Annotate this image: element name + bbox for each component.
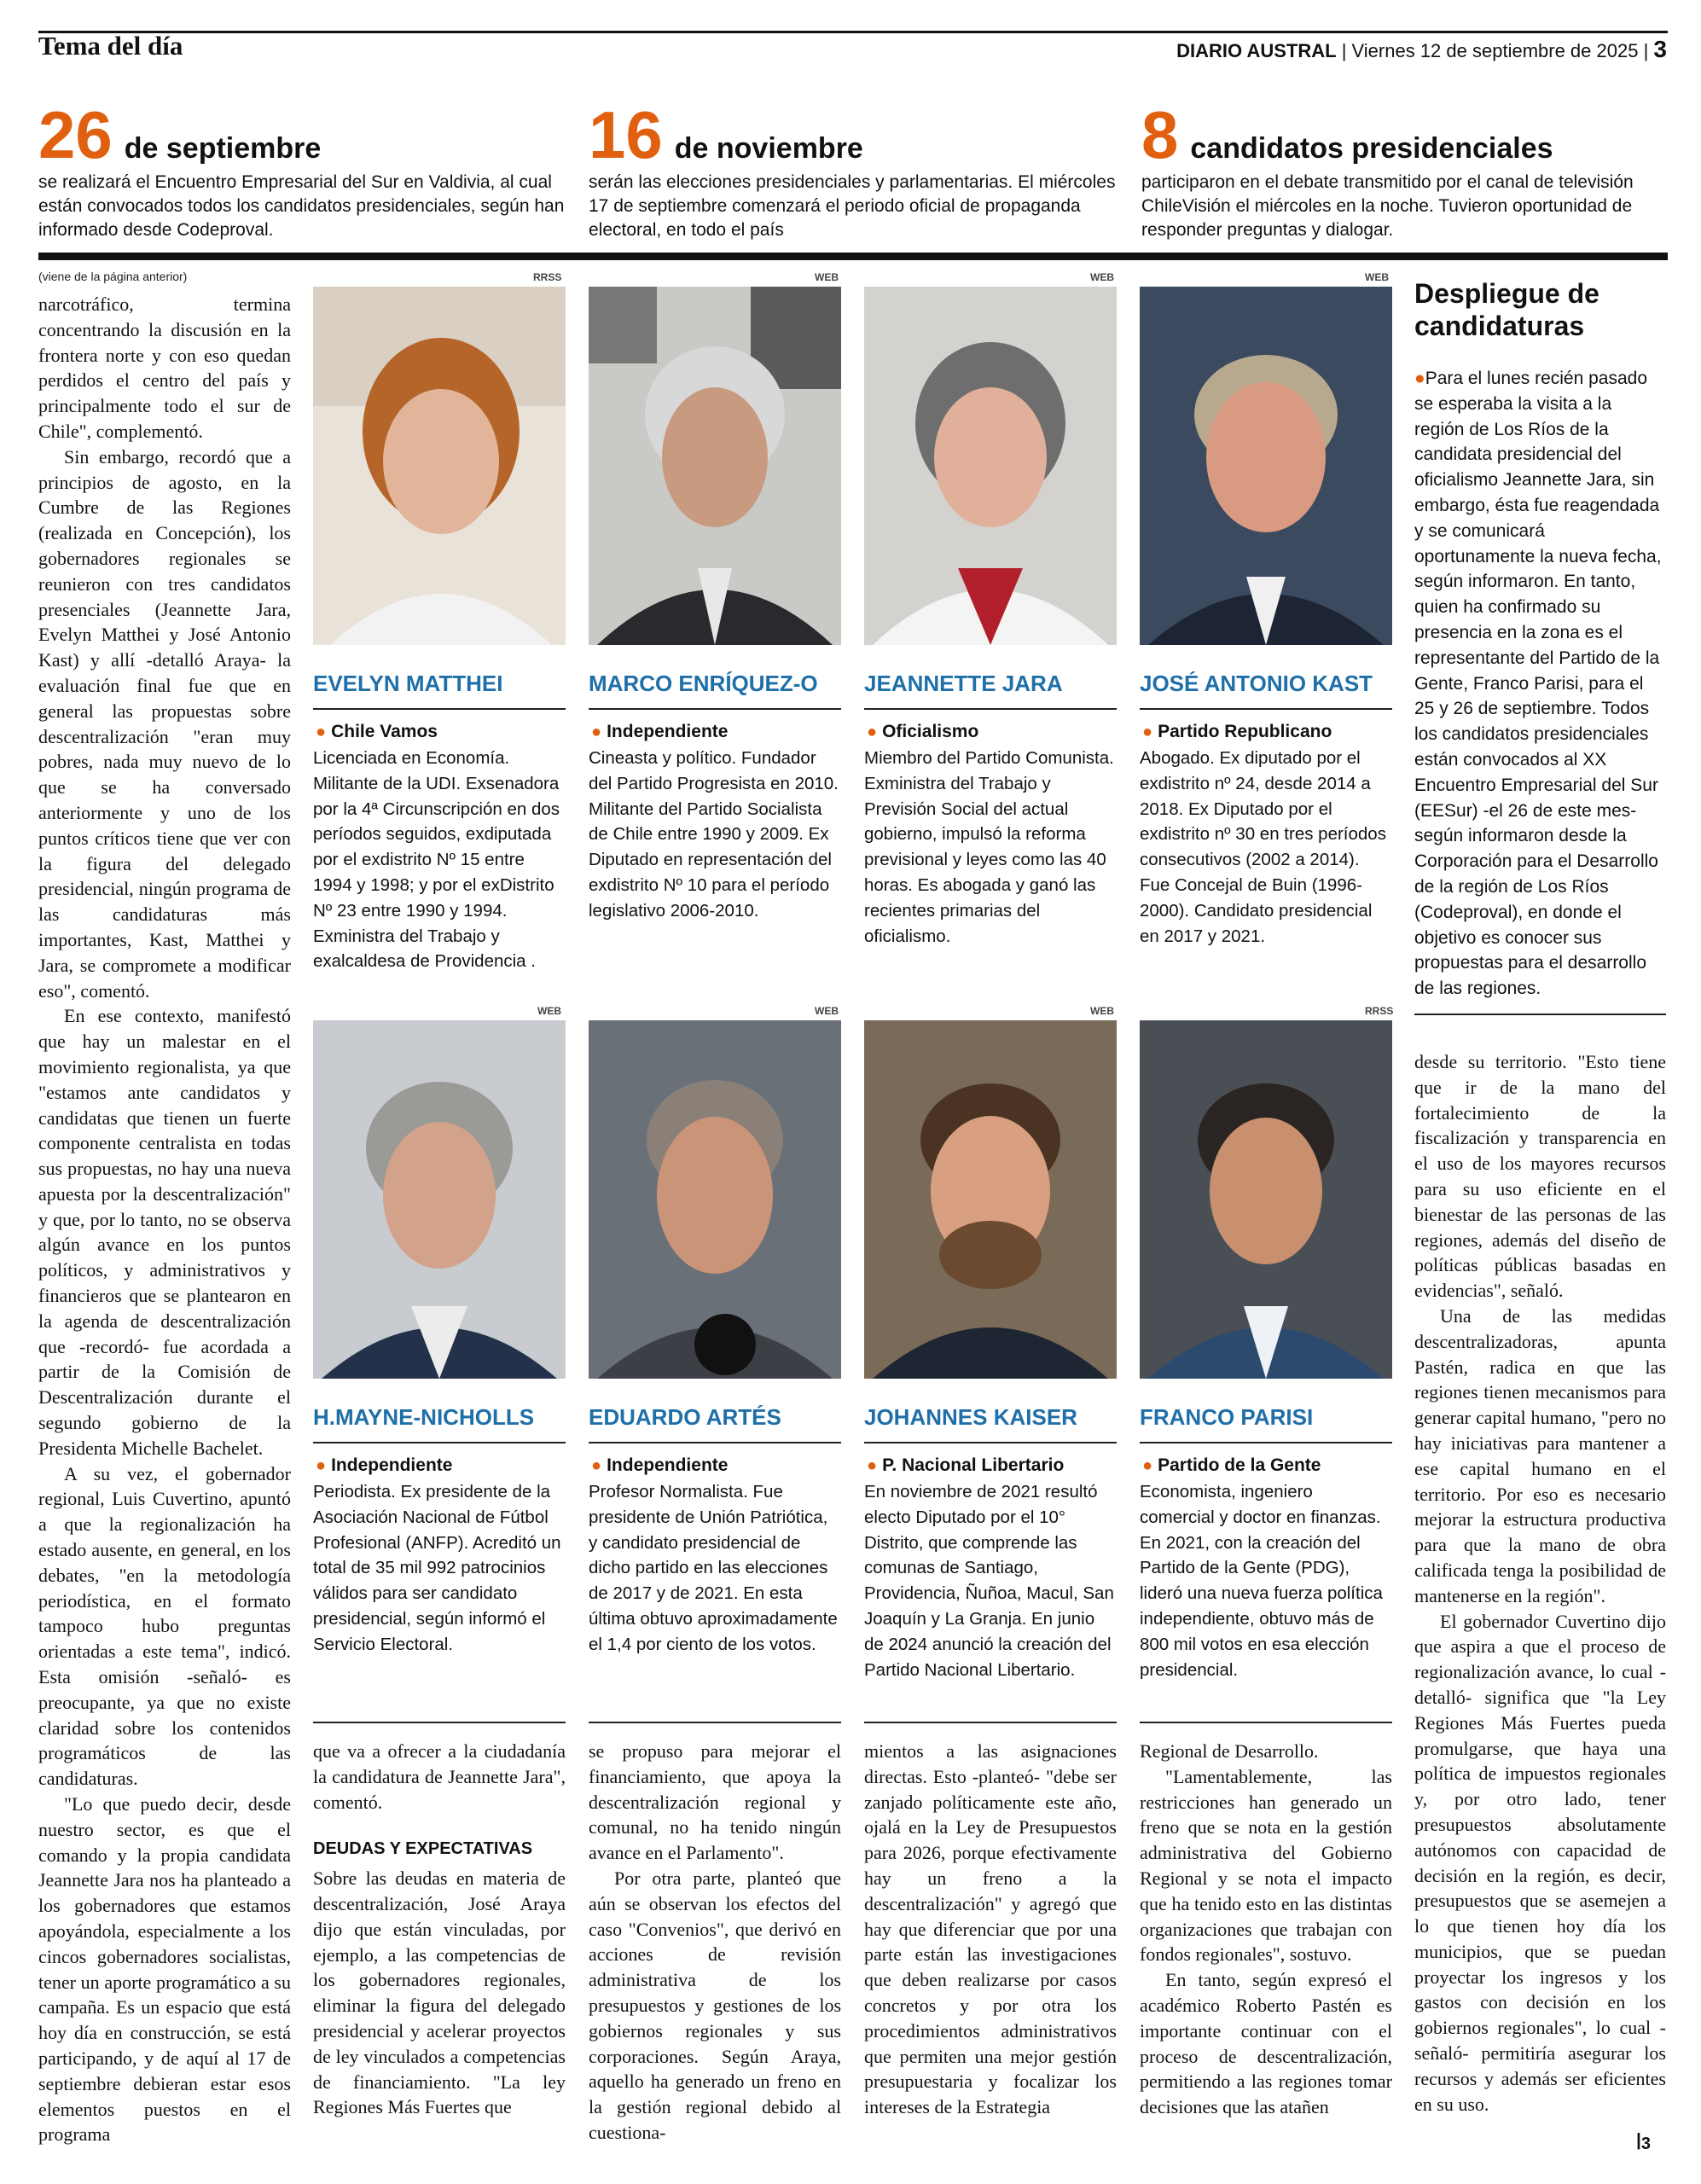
page-number: 3 (1653, 36, 1667, 62)
paragraph: Regional de Desarrollo. (1140, 1740, 1319, 1762)
fact-box (1141, 97, 1670, 242)
fact-label: de septiembre (124, 132, 322, 165)
photo-credit: WEB (1365, 271, 1389, 283)
continued-note: (viene de la página anterior) (38, 270, 188, 283)
candidate-name: JOSÉ ANTONIO KAST (1140, 671, 1373, 696)
paragraph: Una de las medidas descentralizadoras, apunta Pastén, radica en que las regiones tienen mecanismos para generar capital humano, "pero no hay iniciativas para mantener a ese capital humano en el territorio. Por eso es necesario mejorar la estructura productiva para que la mano de obra calificada tenga la posibilidad de mantenerse en la región". (1414, 1304, 1666, 1606)
fact-number: 26 (38, 97, 113, 172)
photo-credit: WEB (815, 271, 839, 283)
photo-credit: RRSS (533, 271, 562, 283)
fact-label: candidatos presidenciales (1190, 132, 1553, 165)
fact-number: 8 (1141, 97, 1179, 172)
candidate-bio: Abogado. Ex diputado por el exdistrito nº 24, desde 2014 a 2018. Ex Diputado por el exdistrito nº 30 en tres períodos consecutivos (2002 a 2014). Fue Concejal de Buin (1996-2000). Candidato presidencial en 2017 y 2021. (1140, 748, 1386, 946)
sidebar-text: ●Para el lunes recién pasado se esperaba la visita a la región de Los Ríos de la candidata presidencial del oficialismo Jeannette Jara, sin embargo, ésta fue reagendada y se comunicará oportunamente la nueva fecha, según informaron. En tanto, quien ha confirmado su presencia en la zona es el representante del Partido de la Gente, Franco Parisi, para el 25 y 26 de septiembre. Todos los candidatos presidenciales están convocados al XX Encuentro Empresarial del Sur (EESur) -el 26 de este mes- según informaron desde la Corporación para el Desarrollo de la región de Los Ríos (Codeproval), en donde el objetivo es conocer sus propuestas para el desarrollo de las regiones. (1414, 369, 1662, 999)
paragraph: "Lo que puedo decir, desde nuestro sector, es que el comando y la propia candidata Jeannette Jara nos ha planteado a los gobernadores que estamos apoyándola, especialmente a los cincos gobernadores socialistas, tener un aporte programático a su campaña. Es un espacio que está hoy día en construcción, se está participando, y de aquí al 17 de septiembre debieran estar esos elementos puestos en el programa (38, 1793, 291, 2146)
article-column-5 (1140, 1739, 1392, 2120)
candidate-party: ● Chile Vamos (316, 722, 438, 741)
candidate-party: ● Oficialismo (867, 722, 979, 741)
masthead (1176, 36, 1667, 63)
candidate-photo (313, 287, 566, 645)
candidate-name: JEANNETTE JARA (864, 671, 1063, 696)
candidate-party: ● Independiente (316, 1455, 453, 1475)
article-column-3 (589, 1739, 841, 2146)
divider (1414, 1014, 1666, 1015)
divider (589, 708, 841, 710)
candidate-photo (313, 1020, 566, 1379)
paragraph: mientos a las asignaciones directas. Esto -planteó- "debe ser zanjado políticamente este año, ojalá en la Ley de Presupuestos para 2026, porque efectivamente hay un freno a la descentralización" y agregó que hay que diferenciar que por una parte están las investigaciones que deben realizarse por casos concretos y por otra los procedimientos administrativos que permiten una mejor gestión presupuestaria y focalizar los intereses de la Estrategia (864, 1740, 1117, 2118)
paragraph: narcotráfico, termina concentrando la discusión en la frontera norte y con eso quedan perdidos el centro del país y principalmente todo el sur de Chile", complementó. (38, 293, 291, 442)
fact-text: se realizará el Encuentro Empresarial del Sur en Valdivia, al cual están convocados todos los candidatos presidenciales, según han informado desde Codeproval. (38, 172, 565, 240)
photo-credit: WEB (1090, 1005, 1114, 1017)
paragraph: El gobernador Cuvertino dijo que aspira a que el proceso de regionalización avance, lo cual -detalló- significa que "la Ley Regiones Más Fuertes pueda promulgarse, que haya una política de impuestos regionales y, por otro lado, tener presupuestos absolutamente autónomos con capacidad de decisión en la región, es decir, presupuestos que se asemejen a lo que tienen hoy día los municipios, que se puedan proyectar los ingresos y los gastos con decisión en los gobiernos regionales", lo cual -señaló- permitiría asegurar los recursos y además ser eficientes en su uso. (1414, 1610, 1666, 2115)
fact-label: de noviembre (674, 132, 863, 165)
candidate-party: ● Partido de la Gente (1142, 1455, 1321, 1475)
divider (1140, 708, 1392, 710)
photo-credit: RRSS (1365, 1005, 1394, 1017)
article-column-2 (313, 1739, 566, 2120)
article-column-4 (864, 1739, 1117, 2120)
candidate-bio: Licenciada en Economía. Militante de la UDI. Exsenadora por la 4ª Circunscripción en dos períodos seguidos, exdiputada por el exdistrito Nº 15 entre 1994 y 1998; y por el exDistrito Nº 23 entre 1990 y 1994. Exministra del Trabajo y exalcaldesa de Providencia . (313, 748, 560, 972)
fact-box (38, 97, 567, 242)
divider (589, 1722, 841, 1723)
candidate-bio: Periodista. Ex presidente de la Asociación Nacional de Fútbol Profesional (ANFP). Acreditó un total de 35 mil 992 patrocinios válidos para ser candidato presidencial, según informó el Servicio Electoral. (313, 1482, 561, 1654)
divider (864, 708, 1117, 710)
paragraph: En ese contexto, manifestó que hay un malestar en el movimiento regionalista, ya que "estamos ante candidatos y candidatas que tienen un fuerte componente centralista en todas sus propuestas, no hay una nueva apuesta por la descentralización" y que, por lo tanto, no se observa algún avance en los puntos políticos, y administrativos y financieros que se plantearon en la agenda de descentralización que -recordó- fue acordada a partir de la Comisión de Descentralización durante el segundo gobierno de la Presidenta Michelle Bachelet. (38, 1005, 291, 1459)
candidate-party: ● P. Nacional Libertario (867, 1455, 1065, 1475)
candidate-photo (864, 1020, 1117, 1379)
candidate-bio: Economista, ingeniero comercial y doctor en finanzas. En 2021, con la creación del Partido de la Gente (PDG), lideró una nueva fuerza política independiente, obtuvo más de 800 mil votos en esa elección presidencial. (1140, 1482, 1383, 1680)
article-column-6 (1414, 1049, 1666, 2117)
subhead: DEUDAS Y EXPECTATIVAS (313, 1839, 533, 1859)
divider (1140, 1722, 1392, 1723)
candidate-party: ● Independiente (591, 1455, 729, 1475)
candidate-name: H.MAYNE-NICHOLLS (313, 1404, 535, 1430)
sidebar-title: Despliegue de candidaturas (1414, 278, 1599, 341)
fact-box (589, 97, 1118, 242)
section-label: Tema del día (38, 31, 183, 61)
candidate-bio: Cineasta y político. Fundador del Partido Progresista en 2010. Militante del Partido Socialista de Chile entre 1990 y 2009. Ex Diputado en representación del exdistrito Nº 10 para el período legislativo 2006-2010. (589, 748, 839, 921)
candidate-party: ● Independiente (591, 722, 729, 741)
newspaper-brand: DIARIO AUSTRAL (1176, 40, 1337, 61)
candidate-photo (1140, 1020, 1392, 1379)
paragraph: que va a ofrecer a la ciudadanía la candidatura de Jeannette Jara", comentó. (313, 1740, 566, 1813)
candidate-party: ● Partido Republicano (1142, 722, 1332, 741)
candidate-name: EVELYN MATTHEI (313, 671, 503, 696)
candidate-bio: Profesor Normalista. Fue presidente de Unión Patriótica, y candidato presidencial de dicho partido en las elecciones de 2017 y de 2021. En esta última obtuvo aproximadamente el 1,4 por ciento de los votos. (589, 1482, 838, 1654)
candidate-photo (589, 287, 841, 645)
header-rule (38, 31, 1668, 33)
divider (1140, 1442, 1392, 1443)
paragraph: En tanto, según expresó el académico Roberto Pastén es importante continuar con el proceso de descentralización, permitiendo a las regiones tomar decisiones que las atañen (1140, 1969, 1392, 2118)
candidate-bio: En noviembre de 2021 resultó electo Diputado por el 10° Distrito, que comprende las comunas de Santiago, Providencia, Ñuñoa, Macul, San Joaquín y La Granja. En junio de 2024 anunció la creación del Partido Nacional Libertario. (864, 1482, 1114, 1680)
paragraph: Sin embargo, recordó que a principios de agosto, en la Cumbre de las Regiones (realizada en Concepción), los gobernadores regionales se reunieron con tres candidatos presenciales (Jeannette Jara, Evelyn Matthei y José Antonio Kast) y allí -detalló Araya- la evaluación final fue que en general las propuestas sobre descentralización "eran muy pobres, nada muy nuevo de lo que se ha conversado anteriormente y uno de los puntos críticos tiene que ver con la figura del delegado presidencial, ningún programa de las candidaturas más importantes, Kast, Matthei y Jara, se compromete a modificar eso", comentó. (38, 445, 291, 1002)
photo-credit: WEB (815, 1005, 839, 1017)
divider (864, 1722, 1117, 1723)
candidate-photo (864, 287, 1117, 645)
candidate-name: MARCO ENRÍQUEZ-O (589, 671, 818, 696)
paragraph: se propuso para mejorar el financiamiento, que apoya la descentralización regional y comunal, no ha tenido ningún avance en el Parlamento". (589, 1740, 841, 1864)
paragraph: A su vez, el gobernador regional, Luis Cuvertino, apuntó a que la regionalización ha estado ausente, en general, en los debates, "en la metodología periodística, en el formato tampoco hubo preguntas orientadas a este tema", indicó. Esta omisión -señaló- es preocupante, ya que no existe claridad sobre los contenidos programáticos de las candidaturas. (38, 1462, 291, 1790)
article-column-1 (38, 292, 291, 2147)
section-divider (38, 253, 1668, 260)
divider (589, 1442, 841, 1443)
divider (864, 1442, 1117, 1443)
divider (313, 1722, 566, 1723)
divider (313, 1442, 566, 1443)
paragraph: Por otra parte, planteó que aún se observan los efectos del caso "Convenios", que derivó en acciones de revisión administrativa de los presupuestos y gestiones de los gobiernos regionales y sus corporaciones. Según Araya, aquello ha generado un freno en la gestión regional debido al cuestiona- (589, 1867, 841, 2143)
fact-text: participaron en el debate transmitido por el canal de televisión ChileVisión el miércoles en la noche. Tuvieron oportunidad de responder preguntas y dialogar. (1141, 172, 1634, 240)
issue-date: | Viernes 12 de septiembre de 2025 | (1341, 40, 1649, 61)
candidate-bio: Miembro del Partido Comunista. Exministra del Trabajo y Previsión Social del actual gobierno, impulsó la reforma previsional y leyes como las 40 horas. Es abogada y ganó las recientes primarias del oficialismo. (864, 748, 1114, 946)
sidebar-box (1414, 277, 1666, 1002)
candidate-name: JOHANNES KAISER (864, 1404, 1077, 1430)
candidate-name: FRANCO PARISI (1140, 1404, 1314, 1430)
end-mark: ꟾ3 (1636, 2135, 1652, 2153)
photo-credit: WEB (537, 1005, 561, 1017)
candidate-photo (589, 1020, 841, 1379)
paragraph: "Lamentablemente, las restricciones han generado un freno que se nota en la gestión administrativa del Gobierno Regional y se nota el impacto que ha tenido esto en las distintas organizaciones que trabajan con fondos regionales", sostuvo. (1140, 1765, 1392, 1966)
fact-number: 16 (589, 97, 663, 172)
paragraph: desde su territorio. "Esto tiene que ir de la mano del fortalecimiento de la fiscalización y transparencia en el uso de los mayores recursos para su uso eficiente en el bienestar de las personas de las regiones, además del diseño de políticas públicas basadas en evidencias", señaló. (1414, 1051, 1666, 1302)
paragraph: Sobre las deudas en materia de descentralización, José Araya dijo que están vinculadas, por ejemplo, a las competencias de los gobernadores regionales, eliminar la figura del delegado presidencial y acelerar proyectos de ley vinculados a competencias de financiamiento. "La ley Regiones Más Fuertes que (313, 1867, 566, 2118)
candidate-photo (1140, 287, 1392, 645)
candidate-name: EDUARDO ARTÉS (589, 1404, 781, 1430)
fact-text: serán las elecciones presidenciales y parlamentarias. El miércoles 17 de septiembre comenzará el periodo oficial de propaganda electoral, en todo el país (589, 172, 1116, 240)
divider (313, 708, 566, 710)
photo-credit: WEB (1090, 271, 1114, 283)
